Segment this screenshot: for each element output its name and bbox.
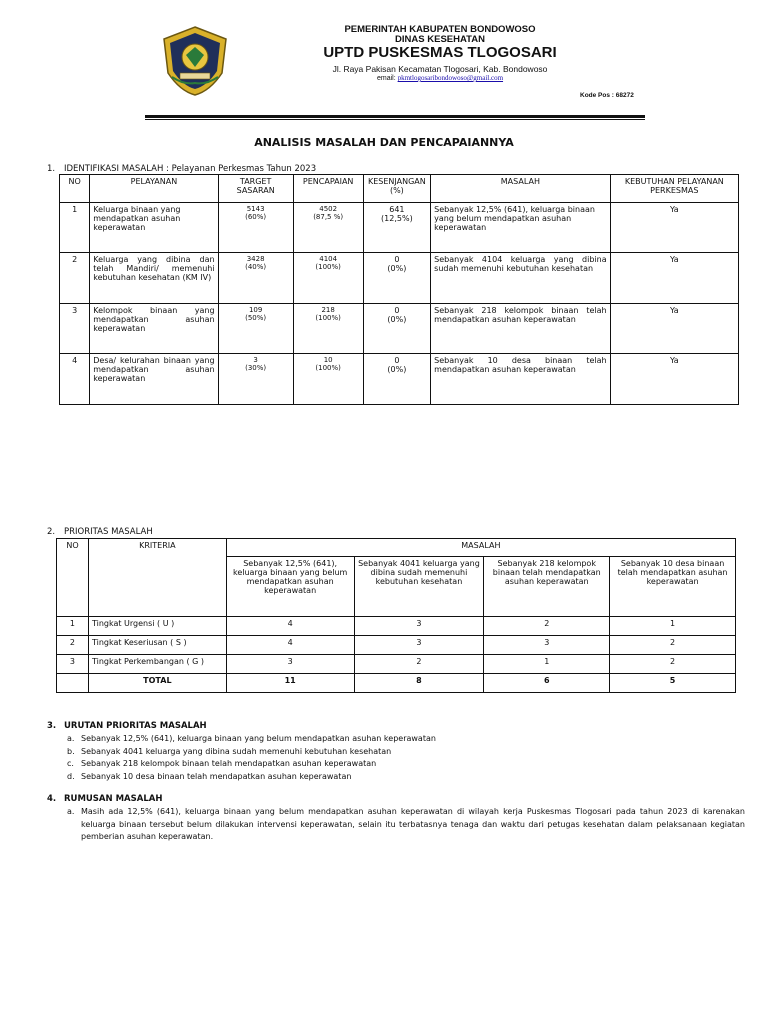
list-text: Sebanyak 12,5% (641), keluarga binaan yang belum mendapatkan asuhan keperawatan: [81, 734, 436, 743]
capai-value: 4502: [319, 205, 338, 213]
email-line: [260, 74, 620, 82]
postal-code: Kode Pos : 68272: [580, 92, 634, 99]
cell-kesenjangan: [363, 354, 431, 405]
capai-pct: (100%): [315, 364, 341, 372]
regency-emblem-logo: [160, 25, 230, 97]
problem-1: Sebanyak 12,5% (641), keluarga binaan yang belum mendapatkan asuhan keperawatan: [226, 557, 354, 617]
capai-value: 4104: [319, 255, 338, 263]
email-label: email:: [376, 75, 396, 82]
cell-kesenjangan: [363, 304, 431, 354]
cell-empty: [57, 674, 89, 693]
org-name: UPTD PUSKESMAS TLOGOSARI: [323, 44, 557, 61]
target-pct: (30%): [245, 364, 267, 372]
target-pct: (50%): [245, 314, 267, 322]
email-link[interactable]: pkmtlogosaribondowoso@gmail.com: [397, 74, 504, 82]
list-item: [67, 758, 747, 771]
cell-no: 1: [60, 203, 90, 253]
cell-kriteria: Tingkat Urgensi ( U ): [88, 617, 226, 636]
target-value: 3: [253, 356, 258, 364]
cell-no: 2: [60, 253, 90, 304]
col-header-no: NO: [60, 175, 90, 203]
gap-value: 0: [394, 356, 400, 365]
target-value: 3428: [246, 255, 265, 263]
total-score: 11: [226, 674, 354, 693]
cell-pencapaian: [293, 354, 363, 405]
problem-3: Sebanyak 218 kelompok binaan telah mendapatkan asuhan keperawatan: [484, 557, 610, 617]
section2-heading: PRIORITAS MASALAH: [64, 527, 153, 537]
header-rule-thick: [145, 115, 645, 118]
problem-2: Sebanyak 4041 keluarga yang dibina sudah memenuhi kebutuhan kesehatan: [354, 557, 484, 617]
list-marker: c.: [67, 759, 74, 768]
priority-header-row: [57, 539, 736, 557]
cell-score: 1: [484, 655, 610, 674]
list-item: [67, 746, 747, 759]
problem-statement: [67, 806, 745, 844]
list-text: Sebanyak 10 desa binaan telah mendapatkan asuhan keperawatan: [81, 771, 352, 781]
identification-table: [59, 174, 739, 405]
cell-kebutuhan: Ya: [610, 203, 738, 253]
cell-score: 2: [354, 655, 484, 674]
col-header-no: NO: [57, 539, 89, 617]
table-row: [60, 253, 739, 304]
gap-pct: (12,5%): [381, 214, 413, 223]
list-item: [67, 733, 747, 746]
cell-kebutuhan: Ya: [610, 304, 738, 354]
cell-score: 1: [610, 617, 736, 636]
list-text: Sebanyak 218 kelompok binaan telah mendapatkan asuhan keperawatan: [81, 759, 377, 768]
cell-score: 4: [226, 617, 354, 636]
col-header-kebutuhan: KEBUTUHAN PELAYANAN PERKESMAS: [610, 175, 738, 203]
list-marker: d.: [67, 771, 75, 781]
gap-value: 0: [394, 255, 400, 264]
cell-masalah: Sebanyak 4104 keluarga yang dibina sudah memenuhi kebutuhan kesehatan: [431, 253, 610, 304]
capai-pct: (87,5 %): [313, 213, 344, 221]
cell-no: 1: [57, 617, 89, 636]
priority-order-list: [67, 733, 747, 783]
col-header-pelayanan: PELAYANAN: [90, 175, 218, 203]
cell-score: 3: [354, 636, 484, 655]
table-row: [60, 354, 739, 405]
capai-pct: (100%): [315, 314, 341, 322]
cell-score: 4: [226, 636, 354, 655]
priority-table: [56, 538, 736, 693]
cell-layanan: Kelompok binaan yang mendapatkan asuhan keperawatan: [90, 304, 218, 354]
cell-kriteria: Tingkat Keseriusan ( S ): [88, 636, 226, 655]
gov-line: PEMERINTAH KABUPATEN BONDOWOSO: [344, 24, 536, 35]
target-pct: (60%): [245, 213, 267, 221]
cell-masalah: Sebanyak 12,5% (641), keluarga binaan yang belum mendapatkan asuhan keperawatan: [431, 203, 610, 253]
address: Jl. Raya Pakisan Kecamatan Tlogosari, Kab. Bondowoso: [332, 64, 548, 74]
col-header-masalah: MASALAH: [431, 175, 610, 203]
capai-value: 10: [323, 356, 333, 364]
header-rule-thin: [145, 119, 645, 120]
cell-kesenjangan: [363, 203, 431, 253]
cell-target: [218, 304, 293, 354]
gap-value: 641: [389, 205, 405, 214]
section3-number: 3.: [47, 721, 57, 731]
section4-number: 4.: [47, 794, 57, 804]
dept-line: DINAS KESEHATAN: [395, 34, 485, 45]
capai-value: 218: [321, 306, 335, 314]
total-score: 5: [610, 674, 736, 693]
list-item: [67, 771, 747, 784]
cell-no: 3: [57, 655, 89, 674]
cell-masalah: Sebanyak 218 kelompok binaan telah mendapatkan asuhan keperawatan: [431, 304, 610, 354]
list-marker: a.: [67, 734, 75, 743]
total-score: 8: [354, 674, 484, 693]
cell-score: 3: [354, 617, 484, 636]
table-row: [60, 203, 739, 253]
cell-score: 2: [484, 617, 610, 636]
gap-value: 0: [394, 306, 400, 315]
section3-heading: URUTAN PRIORITAS MASALAH: [64, 721, 207, 731]
gap-pct: (0%): [387, 365, 407, 374]
cell-masalah: Sebanyak 10 desa binaan telah mendapatkan asuhan keperawatan: [431, 354, 610, 405]
col-header-kriteria: KRITERIA: [88, 539, 226, 617]
total-label: TOTAL: [88, 674, 226, 693]
col-header-kesenjangan: KESENJANGAN (%): [363, 175, 431, 203]
cell-layanan: Keluarga binaan yang mendapatkan asuhan keperawatan: [90, 203, 218, 253]
col-header-masalah: MASALAH: [226, 539, 735, 557]
cell-pencapaian: [293, 253, 363, 304]
cell-layanan: Keluarga yang dibina dan telah Mandiri/ memenuhi kebutuhan kesehatan (KM IV): [90, 253, 218, 304]
cell-target: [218, 354, 293, 405]
target-value: 109: [248, 306, 263, 314]
cell-kebutuhan: Ya: [610, 253, 738, 304]
list-item: [67, 806, 745, 844]
page-title: ANALISIS MASALAH DAN PENCAPAIANNYA: [254, 136, 514, 149]
cell-no: 3: [60, 304, 90, 354]
cell-kebutuhan: Ya: [610, 354, 738, 405]
target-value: 5143: [246, 205, 265, 213]
cell-kesenjangan: [363, 253, 431, 304]
gap-pct: (0%): [387, 315, 407, 324]
cell-no: 2: [57, 636, 89, 655]
table-row: [57, 617, 736, 636]
target-pct: (40%): [245, 263, 267, 271]
table-header-row: [60, 175, 739, 203]
section2-number: 2.: [47, 527, 56, 537]
problem-4: Sebanyak 10 desa binaan telah mendapatkan asuhan keperawatan: [610, 557, 736, 617]
table-row: [57, 655, 736, 674]
capai-pct: (100%): [315, 263, 341, 271]
cell-score: 2: [610, 636, 736, 655]
col-header-target: TARGET SASARAN: [218, 175, 293, 203]
list-marker: b.: [67, 746, 75, 756]
cell-score: 3: [484, 636, 610, 655]
list-marker: a.: [67, 807, 75, 816]
cell-no: 4: [60, 354, 90, 405]
cell-target: [218, 203, 293, 253]
table-row: [60, 304, 739, 354]
cell-score: 3: [226, 655, 354, 674]
statement-text: Masih ada 12,5% (641), keluarga binaan yang belum mendapatkan asuhan keperawatan di wilayah kerja Puskesmas Tlogosari pada tahun 2023 di karenakan keluarga binaan tersebut belum dilakukan intervensi keperawatan, selain itu terbatasnya tenaga dan waktu dari petugas kesehatan dalam pelaksanaan kegiatan pemberian asuhan keperawatan.: [81, 807, 745, 841]
total-row: [57, 674, 736, 693]
total-score: 6: [484, 674, 610, 693]
cell-pencapaian: [293, 203, 363, 253]
cell-pencapaian: [293, 304, 363, 354]
cell-kriteria: Tingkat Perkembangan ( G ): [88, 655, 226, 674]
section1-number: 1.: [47, 164, 56, 174]
cell-score: 2: [610, 655, 736, 674]
table-row: [57, 636, 736, 655]
section4-heading: RUMUSAN MASALAH: [64, 794, 163, 804]
cell-layanan: Desa/ kelurahan binaan yang mendapatkan asuhan keperawatan: [90, 354, 218, 405]
cell-target: [218, 253, 293, 304]
col-header-pencapaian: PENCAPAIAN: [293, 175, 363, 203]
section1-heading: IDENTIFIKASI MASALAH : Pelayanan Perkesmas Tahun 2023: [64, 164, 317, 174]
gap-pct: (0%): [387, 264, 407, 273]
list-text: Sebanyak 4041 keluarga yang dibina sudah memenuhi kebutuhan kesehatan: [81, 746, 392, 756]
